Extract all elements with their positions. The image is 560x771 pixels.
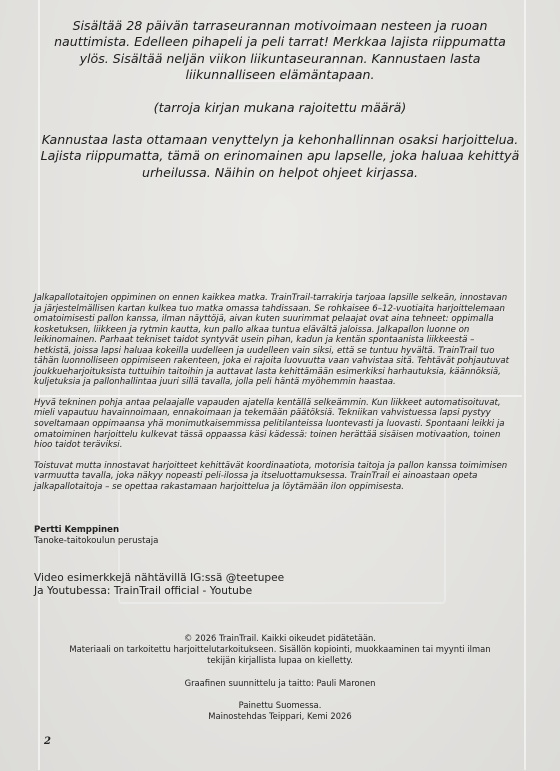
- colophon: [60, 633, 500, 733]
- foreword-paragraph-1: Jalkapallotaitojen oppiminen on ennen kaikkea matka. TrainTrail-tarrakirja tarjoaa lapsille selkeän, innostavan ja järjestelmällisen kartan kulkea tuo matka omassa tahdissaan. Se rohkaisee 6–12-vuotiaita harjoittelemaan omatoimisesti pallon kanssa, ilman näyttöjä, aivan kuten suurimmat pelaajat ovat aina tehneet: oppimalla kosketuksen, liikkeen ja rytmin kautta, kun pallo alkaa tuntua elävältä jaloissa. Jalkapallon luonne on leikinomainen. Parhaat tekniset taidot syntyvät usein pihan, kadun ja kentän spontaanista liikkeestä – hetkistä, joissa lapsi haluaa kokeilla uudelleen ja uudelleen vain siksi, että se tuntuu hyvältä. TrainTrail tuo tähän luonnolliseen oppimiseen rakenteen, joka ei rajoita luovuutta vaan vahvistaa sitä. Tehtävät pohjautuvat joukkueharjoituksista tuttuihin taitoihin ja auttavat lasta kehittämään esimerkiksi harhautuksia, käännöksiä, kuljetuksia ja pallonhallintaa juuri sillä tavalla, jolla peli häntä myöhemmin haastaa.: [34, 293, 510, 388]
- copyright-line: © 2026 TrainTrail. Kaikki oikeudet pidätetään.: [184, 633, 376, 643]
- copyright-notice: [60, 633, 500, 667]
- printed-line: Painettu Suomessa.: [238, 699, 322, 710]
- printer-line: Mainostehdas Teippari, Kemi 2026: [208, 711, 352, 722]
- foreword-section: [34, 293, 510, 502]
- intro-note: (tarroja kirjan mukana rajoitettu määrä): [153, 99, 407, 115]
- signature-name: Pertti Kemppinen: [34, 525, 120, 535]
- intro-paragraph-1: Sisältää 28 päivän tarraseurannan motivoimaan nesteen ja ruoan nauttimista. Edelleen pihapeli ja peli tarrat! Merkkaa lajista riippumatta ylös. Sisältää neljän viikon liikuntaseurannan. Kannustaen lasta liikunnalliseen elämäntapaan.: [54, 18, 506, 83]
- signature-role: Tanoke-taitokoulun perustaja: [34, 536, 159, 546]
- print-info: [60, 700, 500, 722]
- video-youtube-line: Ja Youtubessa: TrainTrail official - Youtube: [34, 585, 253, 597]
- design-credit: Graafinen suunnittelu ja taitto: Pauli Maronen: [184, 677, 376, 688]
- video-info: [34, 572, 514, 598]
- video-instagram-line: Video esimerkkejä nähtävillä IG:ssä @teetupee: [34, 572, 285, 584]
- intro-paragraph-3: Kannustaa lasta ottamaan venyttelyn ja kehonhallinnan osaksi harjoittelua. Lajista riippumatta, tämä on erinomainen apu lapselle, joka haluaa kehittyä urheilussa. Näihin on helpot ohjeet kirjassa.: [40, 132, 520, 180]
- intro-section: [40, 18, 520, 181]
- foreword-paragraph-3: Toistuvat mutta innostavat harjoitteet kehittävät koordinaatiota, motorisia taitoja ja pallon kanssa toimimisen varmuutta tavalla, joka näkyy nopeasti peli-ilossa ja itseluottamuksessa. TrainTrail ei ainoastaan opeta jalkapallotaitoja – se opettaa rakastamaan harjoittelua ja löytämään ilon oppimisesta.: [34, 460, 508, 492]
- rights-line: Materiaali on tarkoitettu harjoittelutarkoitukseen. Sisällön kopiointi, muokkaaminen tai myynti ilman tekijän kirjallista lupaa on kielletty.: [69, 644, 491, 666]
- foreword-paragraph-2: Hyvä tekninen pohja antaa pelaajalle vapauden ajatella kentällä selkeämmin. Kun liikkeet automatisoituvat, mieli vapautuu havainnoimaan, ennakoimaan ja tekemään päätöksiä. Tekniikan vahvistuessa lapsi pystyy soveltamaan oppimaansa yhä monimutkaisemmissa pelitilanteissa luontevasti ja luovasti. Spontaani leikki ja omatoiminen harjoittelu kulkevat tässä oppaassa käsi kädessä: toinen herättää sisäisen motivaation, toinen hioo taidot teräviksi.: [34, 397, 505, 451]
- page-number: 2: [44, 736, 51, 747]
